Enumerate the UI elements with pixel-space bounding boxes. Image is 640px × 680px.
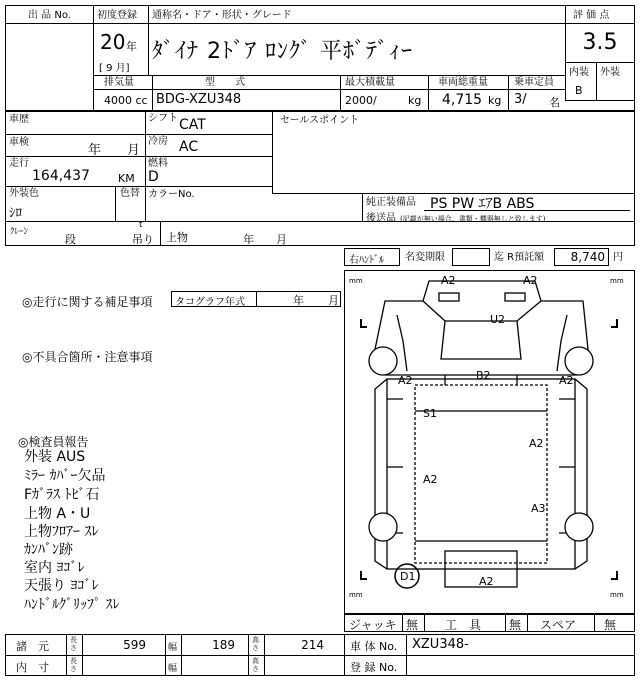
mileage-unit: KM	[118, 172, 135, 185]
crane-stage: 段	[65, 233, 76, 246]
first-reg-label: 初度登録	[97, 10, 137, 21]
rear-goods-note: (記載が無い場合、書類・機器無しと致します)	[400, 215, 546, 223]
recycle-label: 迄 R預託額	[494, 252, 545, 263]
tacho-month: 月	[328, 294, 339, 307]
model-code-value: BDG-XZU348	[156, 92, 242, 107]
remark-item: ﾐﾗｰ ｶﾊﾞｰ欠品	[24, 468, 106, 484]
remark-item: 天張り ﾖｺﾞﾚ	[24, 578, 99, 594]
displacement-label: 排気量	[104, 77, 134, 88]
exterior-label: 外装	[600, 67, 620, 78]
displacement-value: 4000 cc	[104, 94, 148, 107]
max-load-unit: kg	[408, 94, 422, 107]
width-value: 189	[212, 638, 235, 652]
sales-point-label: セールスポイント	[280, 115, 360, 126]
mileage-label: 走行	[9, 158, 29, 169]
mm-mark: mm	[610, 591, 624, 599]
interior-label: 内装	[569, 67, 589, 78]
fuel-label: 燃料	[148, 158, 168, 169]
damage-mark: A2	[529, 437, 544, 450]
inspection-label: 車検	[9, 137, 29, 148]
damage-mark: A2	[441, 274, 456, 287]
damage-mark: A2	[559, 374, 574, 387]
eval-label: 評 価 点	[573, 10, 610, 21]
inner-dims-label: 内 寸	[16, 661, 49, 674]
equipment-value: PS PW ｴｱB ABS	[430, 196, 535, 212]
model-code-label: 型 式	[205, 77, 245, 88]
name-change-box	[452, 248, 490, 266]
length-label: 長さ	[70, 636, 77, 652]
mm-mark: mm	[610, 277, 624, 285]
tools-value: 無	[509, 618, 522, 632]
upper-label: 上物	[166, 231, 188, 244]
remark-item: ｶﾝﾊﾞﾝ跡	[24, 542, 73, 558]
recycle-fee: 8,740	[570, 250, 605, 264]
damage-mark: S1	[423, 407, 437, 420]
remark-item: ﾊﾝﾄﾞﾙｸﾞﾘｯﾌﾟ ｽﾚ	[24, 597, 120, 613]
running-label: ◎走行に関する補足事項	[22, 295, 153, 309]
reg-month: [ 9 月]	[99, 63, 130, 74]
history-label: 車歴	[9, 114, 29, 125]
ac-value: AC	[179, 139, 199, 155]
capacity-label: 乗車定員	[514, 77, 554, 88]
damage-mark: A2	[523, 274, 538, 287]
defects-label: ◎不具合箇所・注意事項	[22, 350, 153, 364]
height-value: 214	[301, 638, 324, 652]
chassis-value: XZU348-	[412, 637, 469, 652]
length-value: 599	[123, 638, 146, 652]
remark-item: 室内 ﾖｺﾞﾚ	[24, 560, 85, 576]
remark-item: 上物ﾌﾛｱｰ ｽﾚ	[24, 524, 99, 540]
remark-item: Fｶﾞﾗｽ ﾄﾋﾞ石	[24, 487, 100, 503]
interior-grade: B	[575, 84, 583, 97]
reg-year-unit: 年	[126, 40, 137, 53]
damage-diagram	[344, 270, 635, 614]
height-label: 高さ	[252, 636, 259, 652]
spare-label: スペア	[540, 618, 577, 632]
remark-item: 上物 A・U	[24, 506, 91, 522]
gross-weight-unit: kg	[488, 94, 502, 107]
damage-mark: A3	[531, 502, 546, 515]
jack-label: ジャッキ	[349, 618, 397, 632]
model-name-label: 通称名・ドア・形状・グレード	[152, 10, 292, 21]
inspection-year: 年	[88, 143, 102, 158]
shift-value: CAT	[179, 117, 206, 133]
damage-mark: D1	[400, 570, 416, 583]
mm-mark: mm	[349, 591, 363, 599]
rear-goods-label: 後送品	[366, 213, 396, 224]
gross-weight-label: 車両総重量	[438, 77, 488, 88]
capacity-unit: 名	[549, 96, 560, 109]
inspection-month: 月	[127, 143, 141, 158]
remark-item: 外装 AUS	[24, 449, 86, 465]
vehicle-name: ﾀﾞｲﾅ 2ﾄﾞｱ ﾛﾝｸﾞ 平ﾎﾞﾃﾞｨｰ	[152, 39, 413, 64]
chassis-label: 車 体 No.	[350, 640, 398, 653]
length-label: 長さ	[70, 657, 77, 673]
capacity-value: 3/	[514, 92, 527, 107]
inspector-label: ◎検査員報告	[18, 435, 89, 449]
crane-label: ｸﾚｰﾝ	[10, 227, 29, 237]
eval-score: 3.5	[582, 30, 618, 55]
width-label: 幅	[168, 664, 178, 674]
shift-label: シフト	[148, 113, 178, 124]
color-value: ｼﾛ	[9, 206, 22, 221]
steering-value: 右ﾊﾝﾄﾞﾙ	[349, 255, 384, 266]
damage-mark: U2	[490, 313, 506, 326]
damage-mark: A2	[423, 473, 438, 486]
equipment-label: 純正装備品	[366, 197, 416, 208]
max-load-label: 最大積載量	[345, 77, 395, 88]
jack-value: 無	[406, 618, 419, 632]
lot-no-label: 出 品 No.	[28, 10, 71, 21]
gross-weight-value: 4,715	[442, 92, 483, 108]
spare-value: 無	[604, 618, 617, 632]
mm-mark: mm	[349, 277, 363, 285]
color-change-label: 色替	[120, 188, 140, 199]
fuel-value: D	[148, 169, 159, 185]
tools-label: 工 具	[445, 618, 482, 632]
width-label: 幅	[168, 643, 178, 653]
crane-ton: t	[139, 220, 143, 230]
reg-year: 20	[100, 30, 126, 54]
name-change-label: 名変期限	[405, 252, 445, 263]
color-label: 外装色	[9, 188, 39, 199]
spec-label: 諸 元	[16, 640, 49, 653]
height-label: 高さ	[252, 657, 259, 673]
damage-mark: B2	[476, 369, 491, 382]
tacho-year: 年	[293, 294, 304, 307]
recycle-unit: 円	[613, 252, 623, 263]
ac-label: 冷房	[148, 136, 168, 147]
crane-lift: 吊り	[132, 233, 154, 246]
damage-mark: A2	[398, 374, 413, 387]
mileage-value: 164,437	[32, 168, 90, 184]
reg-no-label: 登 録 No.	[350, 661, 398, 674]
upper-month: 月	[276, 233, 287, 246]
tacho-label: タコグラフ年式	[175, 297, 245, 308]
upper-year: 年	[243, 233, 254, 246]
info-block	[5, 111, 635, 246]
color-no-label: カラーNo.	[148, 189, 195, 200]
max-load-value: 2000/	[345, 94, 377, 107]
damage-mark: A2	[479, 575, 494, 588]
